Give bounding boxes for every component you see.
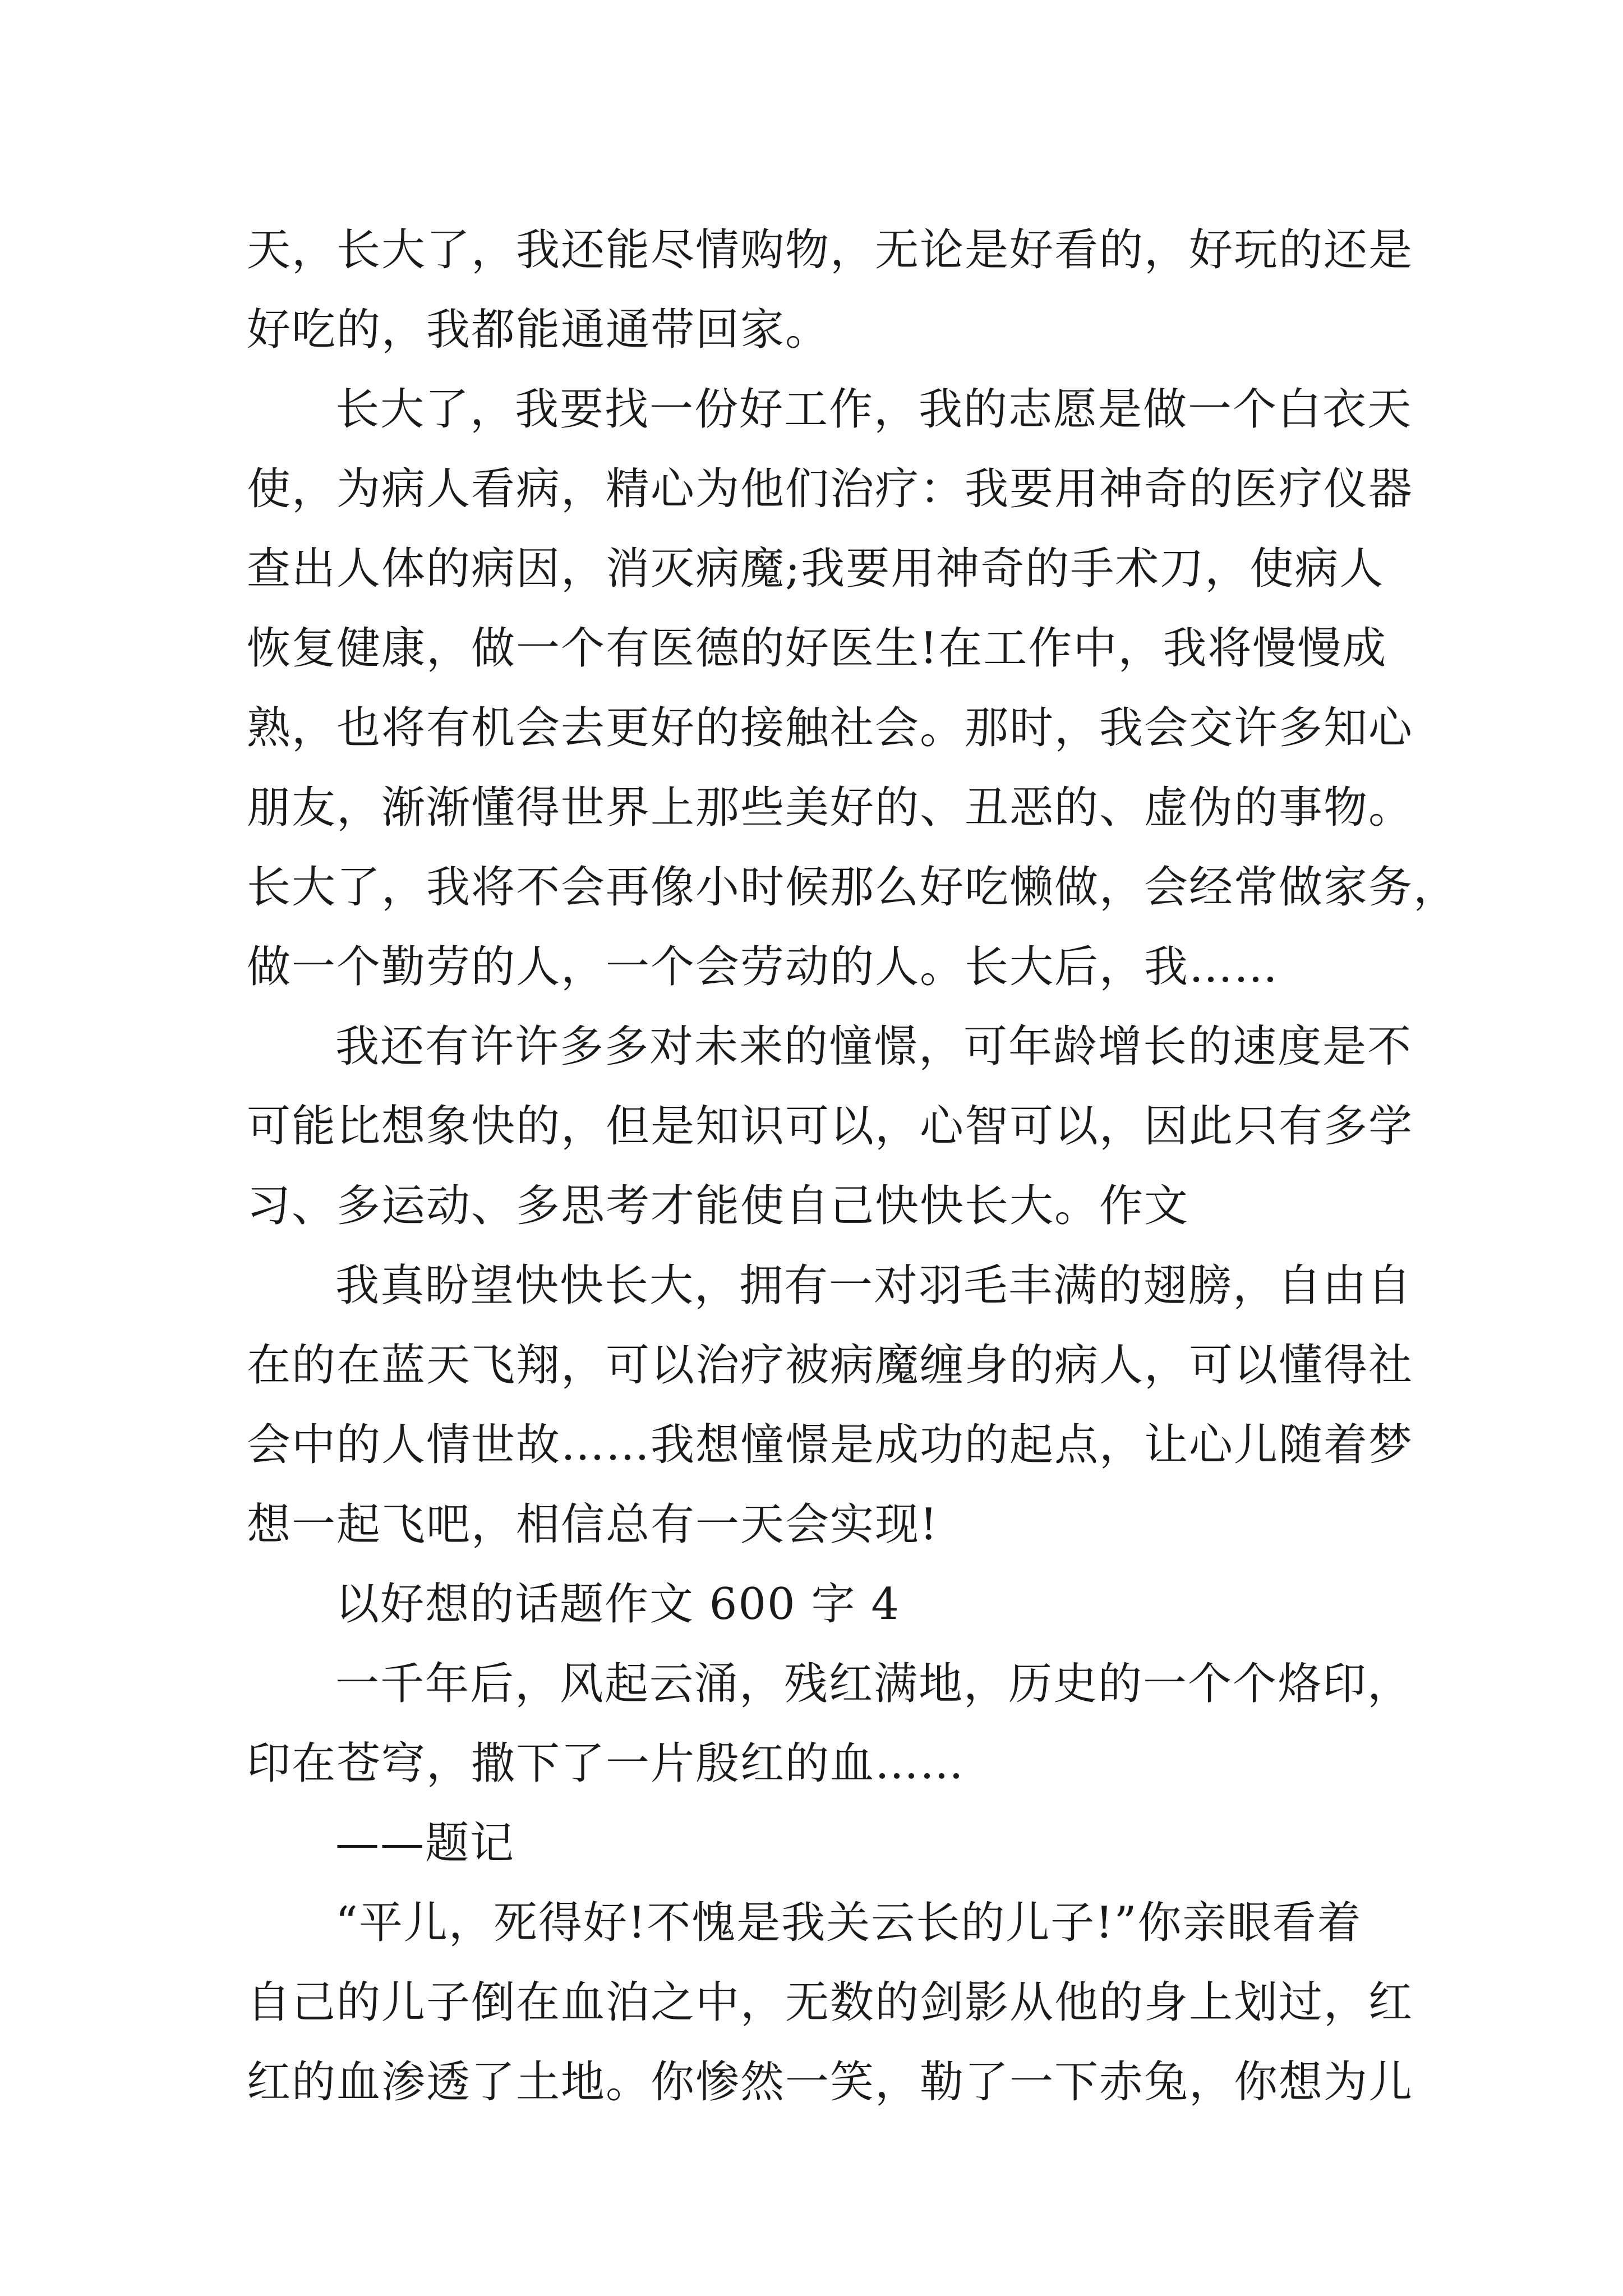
- text-line: 朋友，渐渐懂得世界上那些美好的、丑恶的、虚伪的事物。: [247, 783, 1414, 833]
- text-line: 熟，也将有机会去更好的接触社会。那时，我会交许多知心: [247, 703, 1414, 753]
- text-line: 红的血渗透了土地。你惨然一笑，勒了一下赤兔，你想为儿: [247, 2057, 1414, 2108]
- text-line: 我还有许许多多对未来的憧憬，可年龄增长的速度是不: [335, 1022, 1413, 1072]
- text-line: ——题记: [335, 1818, 515, 1869]
- text-line: 做一个勤劳的人，一个会劳动的人。长大后，我……: [247, 942, 1279, 992]
- text-line: 长大了，我将不会再像小时候那么好吃懒做，会经常做家务，: [247, 862, 1459, 913]
- document-body: [247, 210, 1459, 2122]
- text-line: 会中的人情世故……我想憧憬是成功的起点，让心儿随着梦: [247, 1420, 1414, 1470]
- text-line: 查出人体的病因，消灭病魔;我要用神奇的手术刀，使病人: [247, 544, 1385, 594]
- text-line: 印在苍穹，撒下了一片殷红的血……: [247, 1738, 965, 1789]
- text-line: 一千年后，风起云涌，残红满地，历史的一个个烙印，: [335, 1659, 1413, 1709]
- text-line: 在的在蓝天飞翔，可以治疗被病魔缠身的病人，可以懂得社: [247, 1340, 1414, 1391]
- text-line: 以好想的话题作文 600 字 4: [335, 1579, 900, 1630]
- text-line: 好吃的，我都能通通带回家。: [247, 305, 831, 355]
- text-line: 我真盼望快快长大，拥有一对羽毛丰满的翅膀，自由自: [335, 1260, 1413, 1311]
- text-line: 使，为病人看病，精心为他们治疗：我要用神奇的医疗仪器: [247, 464, 1414, 514]
- text-line: 恢复健康，做一个有医德的好医生!在工作中，我将慢慢成: [247, 623, 1387, 674]
- text-line: 长大了，我要找一份好工作，我的志愿是做一个白衣天: [335, 384, 1413, 435]
- text-line: 想一起飞吧，相信总有一天会实现!: [247, 1499, 939, 1550]
- text-line: 天，长大了，我还能尽情购物，无论是好看的，好玩的还是: [247, 225, 1414, 275]
- text-line: 自己的儿子倒在血泊之中，无数的剑影从他的身上划过，红: [247, 1977, 1414, 2028]
- text-line: 习、多运动、多思考才能使自己快快长大。作文: [247, 1181, 1189, 1231]
- text-line: 可能比想象快的，但是知识可以，心智可以，因此只有多学: [247, 1101, 1414, 1152]
- text-line: “平儿，死得好!不愧是我关云长的儿子!”你亲眼看着: [335, 1898, 1362, 1948]
